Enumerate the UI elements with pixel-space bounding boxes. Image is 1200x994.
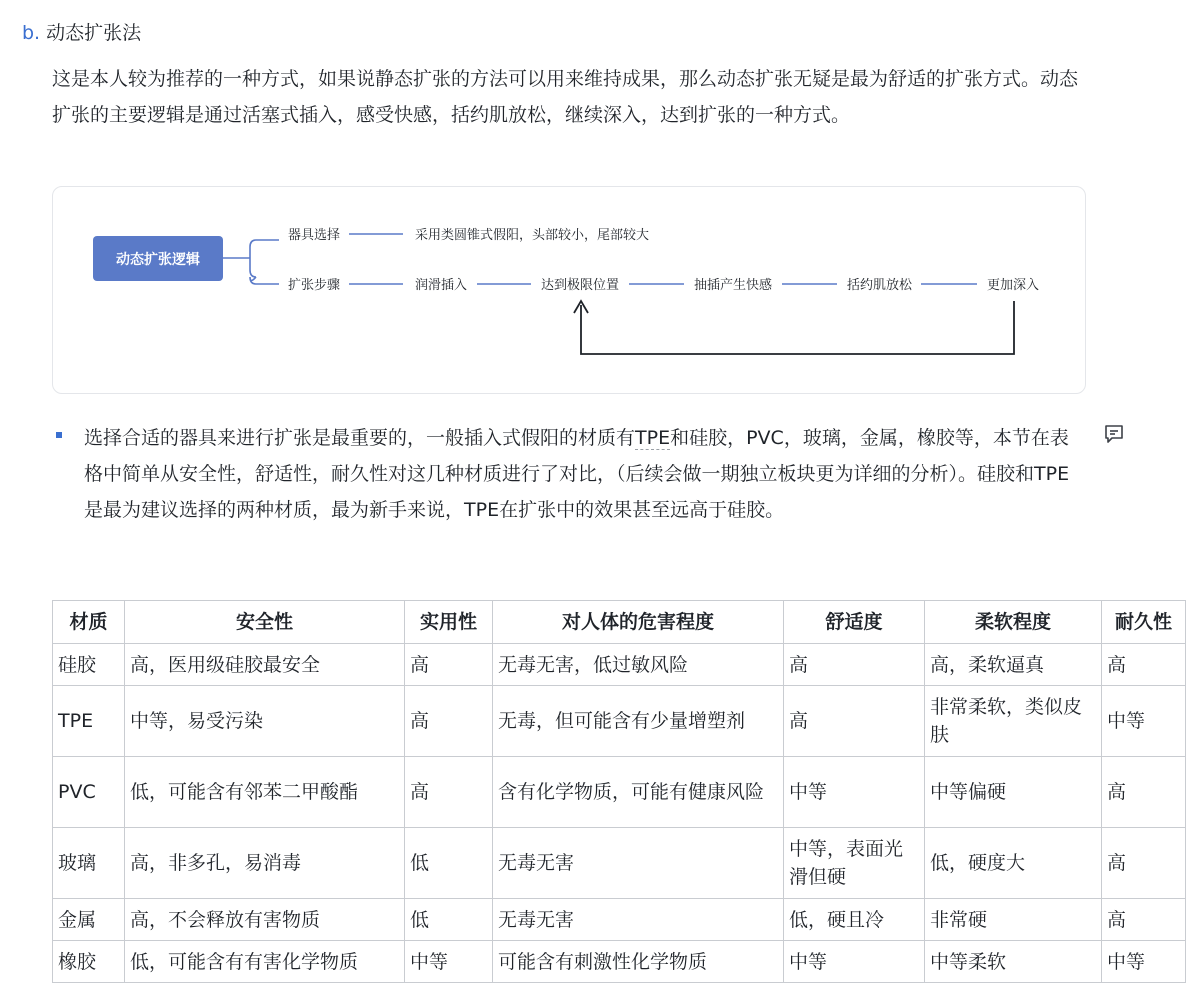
branch1-detail: 采用类圆锥式假阳，头部较小，尾部较大 — [415, 228, 650, 243]
bullet-text-part2: 和硅胶，PVC，玻璃，金属，橡胶等，本节在表格中简单从安全性，舒适性，耐久性对这几种材质进行了对比，（后续会做一期独立板块更为详细的分析）。硅胶和TPE是最为建议选择的两种材质，最为新手来说，TPE在扩张中的效果甚至远高于硅胶。 — [84, 427, 1070, 521]
step-thrust-pleasure: 抽插产生快感 — [694, 278, 773, 293]
table-cell: 低，硬度大 — [925, 828, 1102, 899]
table-cell: 低，硬且冷 — [784, 899, 925, 941]
mindmap-root-label: 动态扩张逻辑 — [116, 252, 200, 268]
mindmap-svg — [53, 187, 1087, 395]
table-cell: PVC — [53, 757, 125, 828]
section-title: 动态扩张法 — [46, 22, 142, 44]
bullet-text — [84, 420, 1084, 528]
table-cell: 低 — [405, 828, 493, 899]
table-row — [53, 828, 1186, 899]
table-cell: 中等 — [1102, 686, 1186, 757]
table-row — [53, 941, 1186, 983]
table-cell: 无毒无害，低过敏风险 — [493, 644, 784, 686]
table-cell: 高 — [405, 644, 493, 686]
table-cell: 中等 — [405, 941, 493, 983]
table-cell: 中等，表面光滑但硬 — [784, 828, 925, 899]
table-cell: 中等 — [1102, 941, 1186, 983]
table-cell: 高，非多孔，易消毒 — [125, 828, 405, 899]
table-cell: 高 — [784, 686, 925, 757]
table-cell: 高，医用级硅胶最安全 — [125, 644, 405, 686]
table-row — [53, 899, 1186, 941]
table-cell: 高 — [405, 757, 493, 828]
intro-paragraph: 这是本人较为推荐的一种方式，如果说静态扩张的方法可以用来维持成果，那么动态扩张无疑是最为舒适的扩张方式。动态扩张的主要逻辑是通过活塞式插入，感受快感，括约肌放松，继续深入，达到扩张的一种方式。 — [52, 68, 1079, 126]
step-go-deeper: 更加深入 — [987, 278, 1040, 293]
table-cell: TPE — [53, 686, 125, 757]
bullet-marker — [56, 432, 62, 438]
branch-tool-selection: 器具选择 — [288, 228, 341, 243]
table-cell: 硅胶 — [53, 644, 125, 686]
header-practicality: 实用性 — [405, 601, 493, 644]
branch-expansion-steps: 扩张步骤 — [288, 278, 341, 293]
tpe-term-link[interactable]: TPE — [635, 427, 671, 449]
table-cell: 无毒无害 — [493, 828, 784, 899]
table-cell: 高，不会释放有害物质 — [125, 899, 405, 941]
loop-back-arrow — [581, 301, 1014, 354]
table-row — [53, 644, 1186, 686]
table-cell: 中等，易受污染 — [125, 686, 405, 757]
step-sphincter-relax: 括约肌放松 — [847, 278, 913, 293]
table-cell: 高 — [405, 686, 493, 757]
table-cell: 低，可能含有邻苯二甲酸酯 — [125, 757, 405, 828]
table-row — [53, 686, 1186, 757]
section-marker: b. — [22, 22, 41, 44]
table-cell: 含有化学物质，可能有健康风险 — [493, 757, 784, 828]
table-cell: 中等 — [784, 757, 925, 828]
step-reach-limit: 达到极限位置 — [541, 278, 620, 293]
table-cell: 高 — [1102, 644, 1186, 686]
table-cell: 中等柔软 — [925, 941, 1102, 983]
table-cell: 玻璃 — [53, 828, 125, 899]
table-cell: 高，柔软逼真 — [925, 644, 1102, 686]
mindmap-root-connector — [223, 240, 279, 284]
bullet-text-part1: 选择合适的器具来进行扩张是最重要的，一般插入式假阳的材质有 — [84, 427, 636, 449]
table-header-row — [53, 601, 1186, 644]
header-safety: 安全性 — [125, 601, 405, 644]
comment-icon[interactable] — [1103, 423, 1125, 445]
step-lubricate-insert: 润滑插入 — [415, 278, 468, 293]
header-harm-level: 对人体的危害程度 — [493, 601, 784, 644]
table-cell: 非常硬 — [925, 899, 1102, 941]
table-row — [53, 757, 1186, 828]
table-cell: 橡胶 — [53, 941, 125, 983]
table-cell: 可能含有刺激性化学物质 — [493, 941, 784, 983]
table-cell: 非常柔软，类似皮肤 — [925, 686, 1102, 757]
table-cell: 高 — [784, 644, 925, 686]
section-heading — [22, 18, 141, 48]
table-cell: 高 — [1102, 828, 1186, 899]
table-cell: 低，可能含有有害化学物质 — [125, 941, 405, 983]
materials-comparison-table — [52, 600, 1186, 983]
table-cell: 中等偏硬 — [925, 757, 1102, 828]
table-cell: 金属 — [53, 899, 125, 941]
table-cell: 无毒，但可能含有少量增塑剂 — [493, 686, 784, 757]
table-cell: 中等 — [784, 941, 925, 983]
header-durability: 耐久性 — [1102, 601, 1186, 644]
header-comfort: 舒适度 — [784, 601, 925, 644]
table-cell: 高 — [1102, 757, 1186, 828]
mindmap-diagram — [52, 186, 1086, 394]
table-cell: 高 — [1102, 899, 1186, 941]
header-material: 材质 — [53, 601, 125, 644]
table-cell: 低 — [405, 899, 493, 941]
header-softness: 柔软程度 — [925, 601, 1102, 644]
table-cell: 无毒无害 — [493, 899, 784, 941]
